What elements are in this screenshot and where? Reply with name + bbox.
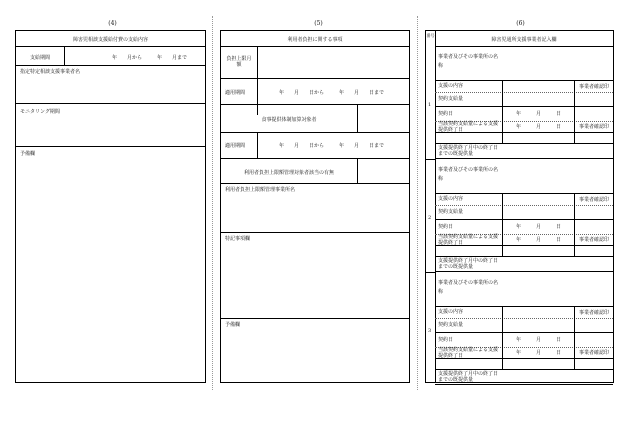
apply-label: 適用期間 xyxy=(225,90,246,96)
apply2-value: 年 月 日から 年 月 日まで xyxy=(279,143,385,149)
mgmt-target-label: 利用者負担上限額管理対象者該当の有無 xyxy=(243,170,334,176)
mgmt-office-label: 利用者負担上限額管理事業所名 xyxy=(225,187,296,193)
support-content-label: 支援の内容 xyxy=(438,196,464,202)
notes-label: 特記事項欄 xyxy=(225,236,251,242)
number-column-label: 番号 xyxy=(426,33,435,38)
confirm-seal-label: 事業者確認印 xyxy=(578,310,609,316)
panel-4-frame xyxy=(15,30,206,383)
end-date-value: 年 月 日 xyxy=(516,124,562,130)
confirm-seal-label: 事業者確認印 xyxy=(578,124,609,130)
panel-number-6: (6) xyxy=(516,20,525,27)
panel-6-header: 障害児通所支援事業者記入欄 xyxy=(491,37,557,43)
contract-amount-label: 契約支給量 xyxy=(438,96,464,102)
period-value: 年 月から 年 月まで xyxy=(112,55,188,61)
provider-name-label: 事業者及びその事業所の名称 xyxy=(438,167,499,182)
provider-name-label: 事業者及びその事業所の名称 xyxy=(438,280,499,295)
section-number: 1 xyxy=(428,102,432,108)
provider-label: 指定特定相談支援事業者名 xyxy=(20,69,81,75)
contract-date-value: 年 月 日 xyxy=(516,224,562,230)
contract-date-label: 契約日 xyxy=(438,224,454,230)
end-date-label: 当該契約支給量による支援提供終了日 xyxy=(438,347,499,359)
panel-6-frame xyxy=(425,30,614,383)
contract-date-value: 年 月 日 xyxy=(516,337,562,343)
delivered-amount-label: 支援提供終了月中の終了日までの既提供量 xyxy=(438,145,499,157)
contract-date-label: 契約日 xyxy=(438,111,454,117)
period-label: 支給期間 xyxy=(29,55,50,61)
support-content-label: 支援の内容 xyxy=(438,83,464,89)
fold-line-right xyxy=(417,16,418,390)
delivered-amount-label: 支援提供終了月中の終了日までの既提供量 xyxy=(438,258,499,270)
confirm-seal-label: 事業者確認印 xyxy=(578,237,609,243)
contract-date-label: 契約日 xyxy=(438,337,454,343)
panel-5-frame xyxy=(220,30,410,383)
end-date-label: 当該契約支給量による支援提供終了日 xyxy=(438,121,499,133)
support-content-label: 支援の内容 xyxy=(438,309,464,315)
fold-line-left xyxy=(212,16,213,390)
end-date-value: 年 月 日 xyxy=(516,350,562,356)
panel-5-header: 利用者負担に関する事項 xyxy=(287,37,343,43)
meal-label: 食事提供体制加算対象者 xyxy=(261,117,317,123)
end-date-label: 当該契約支給量による支援提供終了日 xyxy=(438,234,499,246)
spare-label-4: 予備欄 xyxy=(20,151,36,157)
panel-number-4: (4) xyxy=(108,20,117,27)
end-date-value: 年 月 日 xyxy=(516,237,562,243)
apply2-label: 適用期間 xyxy=(225,143,246,149)
apply-value: 年 月 日から 年 月 日まで xyxy=(279,90,385,96)
confirm-seal-label: 事業者確認印 xyxy=(578,84,609,90)
limit-label: 負担上限月額 xyxy=(226,56,252,68)
delivered-amount-label: 支援提供終了月中の終了日までの既提供量 xyxy=(438,371,499,383)
section-number: 2 xyxy=(428,215,432,221)
section-number: 3 xyxy=(428,328,432,334)
spare-label-5: 予備欄 xyxy=(225,322,241,328)
panel-number-5: (5) xyxy=(314,20,323,27)
contract-amount-label: 契約支給量 xyxy=(438,322,464,328)
monitoring-label: モニタリング期間 xyxy=(20,109,60,115)
contract-date-value: 年 月 日 xyxy=(516,111,562,117)
provider-name-label: 事業者及びその事業所の名称 xyxy=(438,54,499,69)
confirm-seal-label: 事業者確認印 xyxy=(578,197,609,203)
contract-amount-label: 契約支給量 xyxy=(438,209,464,215)
panel-4-header: 障害児相談支援給付費の支給内容 xyxy=(72,37,148,43)
confirm-seal-label: 事業者確認印 xyxy=(578,350,609,356)
